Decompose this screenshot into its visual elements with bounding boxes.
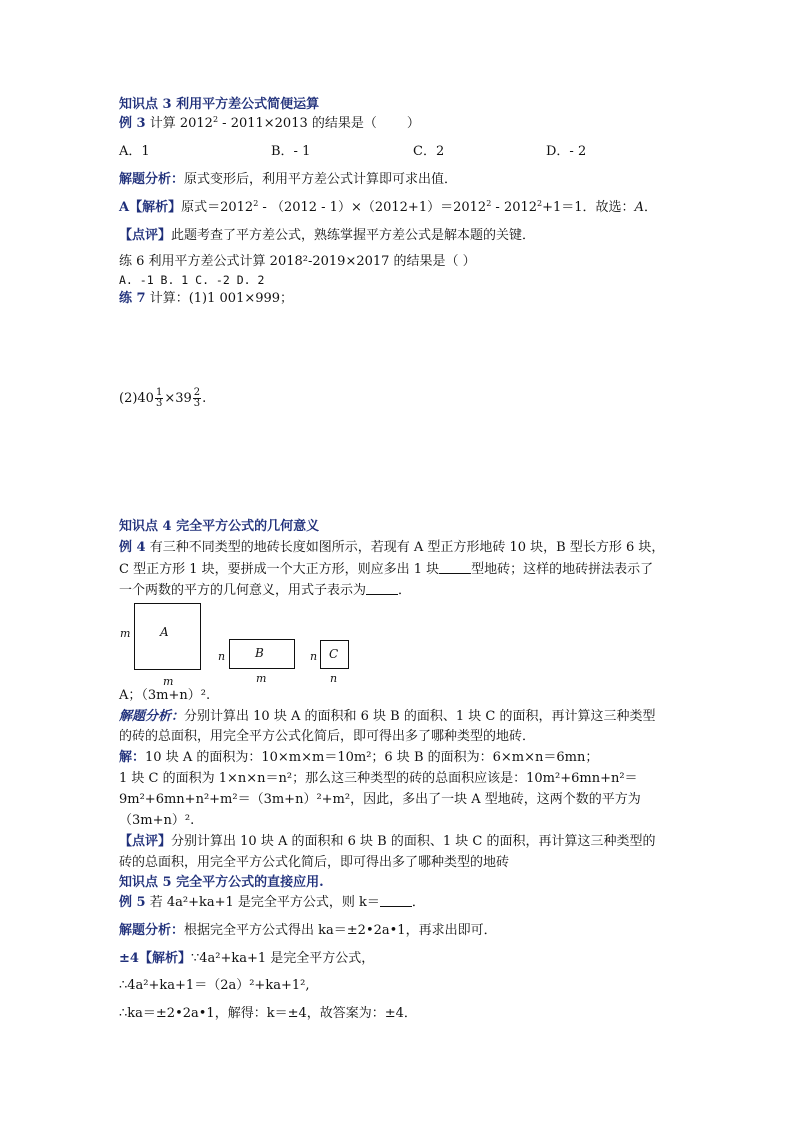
practice7-text: 计算：(1)1 001×999； bbox=[145, 291, 294, 306]
example4-solution-2: 1 块 C 的面积为 1×n×n＝n²；那么这三种类型的砖的总面积应该是：10m²+6mn+n²＝ bbox=[119, 771, 638, 786]
practice-7 bbox=[119, 291, 293, 307]
fraction-denominator: 3 bbox=[155, 398, 163, 409]
practice7-label: 练 7 bbox=[119, 291, 146, 306]
example5-answer bbox=[119, 951, 374, 967]
kp3-title: 知识点 3 利用平方差公式简便运算 bbox=[119, 97, 320, 112]
example5-step2: ∴ka＝±2•2a•1，解得：k＝±4，故答案为：±4． bbox=[119, 1006, 417, 1021]
superscript: 2 bbox=[253, 199, 259, 208]
example3-analysis bbox=[119, 172, 457, 188]
example4-solution-1 bbox=[119, 750, 598, 766]
example3-text: 计算 2012 bbox=[145, 116, 213, 131]
fraction-numerator: 2 bbox=[193, 387, 201, 398]
practice-6-options: A. -1 B. 1 C. -2 D. 2 bbox=[119, 273, 265, 287]
period: . bbox=[202, 391, 207, 406]
analysis-label: 解题分析： bbox=[119, 172, 185, 187]
answer-text-2: - （2012 - 1）×（2012+1）＝2012 bbox=[258, 200, 487, 215]
example5-question bbox=[119, 894, 425, 911]
example4-line3 bbox=[119, 582, 411, 599]
example3-text-2: - 2011×2013 的结果是（ bbox=[218, 116, 377, 131]
fraction-one-third bbox=[155, 388, 163, 409]
analysis-text: 根据完全平方公式得出 ka＝±2•2a•1，再求出即可． bbox=[184, 923, 497, 938]
fraction-two-thirds bbox=[193, 388, 201, 409]
mixed-number-whole-2: ×39 bbox=[164, 391, 192, 406]
analysis-text: 原式变形后，利用平方差公式计算即可求出值． bbox=[184, 172, 458, 187]
option-a: A．1 bbox=[119, 144, 150, 159]
answer-text: 原式＝2012 bbox=[181, 200, 254, 215]
tile-c-side-label: n bbox=[310, 650, 318, 663]
answer-blank bbox=[366, 582, 398, 595]
superscript: 2 bbox=[212, 115, 219, 124]
tile-c-label: C bbox=[329, 647, 339, 661]
tile-b-label: B bbox=[255, 646, 264, 660]
answer-blank bbox=[380, 894, 412, 907]
fraction-numerator: 1 bbox=[155, 387, 163, 398]
example5-label: 例 5 bbox=[119, 895, 146, 910]
superscript: 2 bbox=[537, 199, 543, 208]
example4-solution-3: 9m²+6mn+n²+m²＝（3m+n）²+m²，因此，多出了一块 A 型地砖，这两个数的平方为 bbox=[119, 792, 641, 807]
analysis-label: 解题分析： bbox=[119, 709, 185, 724]
example3-answer bbox=[119, 200, 657, 216]
comment-text: 此题考查了平方差公式，熟练掌握平方差公式是解本题的关键． bbox=[171, 228, 536, 243]
tile-a-bottom-label: m bbox=[163, 675, 174, 688]
example4-text: 有三种不同类型的地砖长度如图所示，若现有 A 型正方形地砖 10 块，B 型长方形 6 块， bbox=[145, 540, 665, 555]
example5-text: 若 4a²+ka+1 是完全平方公式，则 k＝ bbox=[145, 895, 380, 910]
kp5-title: 知识点 5 完全平方公式的直接应用. bbox=[119, 875, 324, 890]
example4-line2 bbox=[119, 561, 653, 578]
option-b: B．- 1 bbox=[271, 144, 311, 159]
practice-7-part2 bbox=[119, 388, 206, 409]
solution-text: 10 块 A 的面积为：10×m×m＝10m²；6 块 B 的面积为：6×m×n＝6mn； bbox=[145, 750, 599, 765]
option-c: C．2 bbox=[413, 144, 445, 159]
comment-label: 【点评】 bbox=[119, 834, 172, 849]
example4-analysis-2: 的砖的总面积，用完全平方公式化简后，即可得出多了哪种类型的地砖． bbox=[119, 729, 536, 744]
answer-blank bbox=[439, 561, 471, 574]
answer-label: A【解析】 bbox=[119, 200, 182, 215]
analysis-label: 解题分析： bbox=[119, 923, 185, 938]
tile-c-bottom-label: n bbox=[330, 672, 338, 685]
example4-text-2b: 型地砖；这样的地砖拼法表示了 bbox=[471, 562, 654, 577]
example4-solution-4: （3m+n）². bbox=[119, 813, 195, 828]
paren-close: ） bbox=[406, 116, 420, 131]
superscript: 2 bbox=[486, 199, 492, 208]
comment-label: 【点评】 bbox=[119, 228, 172, 243]
kp4-title: 知识点 4 完全平方公式的几何意义 bbox=[119, 519, 320, 534]
tile-b-side-label: n bbox=[218, 650, 226, 663]
answer-label: ±4【解析】 bbox=[119, 951, 191, 966]
analysis-text: 分别计算出 10 块 A 的面积和 6 块 B 的面积、1 块 C 的面积，再计算这三种类型 bbox=[184, 709, 656, 724]
answer-choice: A bbox=[634, 200, 644, 215]
example4-answer: A；（3m+n）². bbox=[119, 688, 211, 703]
example4-line1 bbox=[119, 540, 664, 556]
example4-label: 例 4 bbox=[119, 540, 146, 555]
practice-6: 练 6 利用平方差公式计算 2018²-2019×2017 的结果是（ ） bbox=[119, 254, 476, 269]
answer-text-3: - 2012 bbox=[491, 200, 538, 215]
example3-question bbox=[119, 116, 420, 132]
answer-text-4: +1＝1．故选： bbox=[542, 200, 635, 215]
example4-text-3a: 一个两数的平方的几何意义，用式子表示为 bbox=[119, 583, 367, 598]
example4-text-2a: C 型正方形 1 块，要拼成一个大正方形，则应多出 1 块 bbox=[119, 562, 440, 577]
option-d: D．- 2 bbox=[546, 144, 587, 159]
answer-end: ． bbox=[643, 200, 657, 215]
fraction-denominator: 3 bbox=[193, 398, 201, 409]
tile-a-side-label: m bbox=[120, 627, 131, 640]
example4-analysis-1 bbox=[119, 709, 655, 725]
example5-end: ． bbox=[411, 895, 425, 910]
tile-a-label: A bbox=[160, 625, 169, 639]
example5-step1: ∴4a²+ka+1＝（2a）²+ka+1², bbox=[119, 978, 310, 993]
tile-b-bottom-label: m bbox=[256, 672, 267, 685]
example3-label: 例 3 bbox=[119, 116, 146, 131]
mixed-number-whole: (2)40 bbox=[119, 391, 154, 406]
solution-label: 解： bbox=[119, 750, 146, 765]
example5-analysis bbox=[119, 923, 497, 939]
answer-text: ∵4a²+ka+1 是完全平方公式， bbox=[190, 951, 375, 966]
example4-comment-1 bbox=[119, 834, 655, 850]
example4-text-3b: ． bbox=[398, 583, 412, 598]
example4-comment-2: 砖的总面积，用完全平方公式化简后，即可得出多了哪种类型的地砖 bbox=[119, 855, 510, 870]
example3-comment bbox=[119, 228, 535, 244]
comment-text: 分别计算出 10 块 A 的面积和 6 块 B 的面积、1 块 C 的面积，再计算这三种类型的 bbox=[171, 834, 656, 849]
